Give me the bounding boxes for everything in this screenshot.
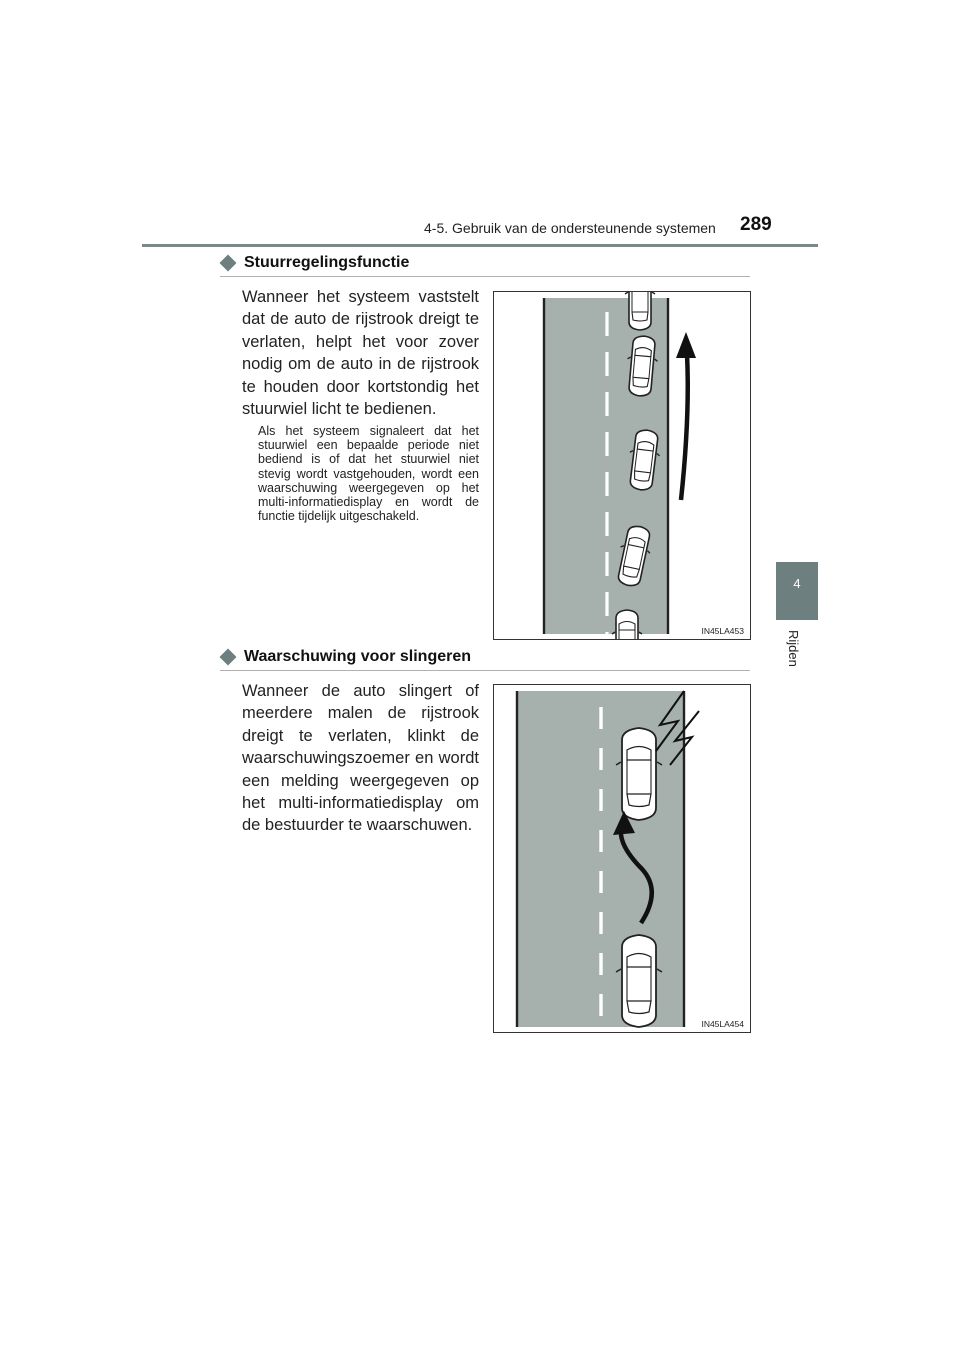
section-body-text: Wanneer het systeem vaststelt dat de auto de rijstrook dreigt te verlaten, helpt het voor zover nodig om de auto in de rijstrook te houden door kortstondig het stuurwiel licht te bedienen. bbox=[242, 288, 479, 419]
diamond-bullet-icon bbox=[220, 649, 237, 666]
section-note-text: Als het systeem signaleert dat het stuurwiel een bepaalde periode niet bediend is of dat het stuurwiel niet stevig wordt vastgehouden, wordt een waarschuwing weergegeven op het multi-informatiedisplay en wordt de functie tijdelijk uitgeschakeld. bbox=[258, 424, 479, 524]
illustration-sway-warning bbox=[493, 684, 751, 1033]
section-heading-text: Stuurregelingsfunctie bbox=[244, 254, 410, 271]
chapter-tab bbox=[776, 562, 818, 620]
page-number: 289 bbox=[740, 214, 772, 235]
car-icon bbox=[625, 292, 655, 330]
section-heading-steering bbox=[220, 254, 409, 272]
arrow-head-icon bbox=[676, 332, 696, 358]
header-rule bbox=[142, 244, 818, 247]
section-heading-text: Waarschuwing voor slingeren bbox=[244, 648, 472, 665]
diamond-bullet-icon bbox=[220, 255, 237, 272]
section-body-text: Wanneer de auto slingert of meerdere malen de rijstrook dreigt te verlaten, klinkt de waarschuwingszoemer en wordt een melding weergegeven op het multi-informatiedisplay om de bestuurder te waarschuwen. bbox=[242, 682, 479, 835]
illustration-lane-keeping bbox=[493, 291, 751, 640]
chapter-number: 4 bbox=[793, 576, 801, 591]
figure-code: IN45LA454 bbox=[701, 1019, 744, 1029]
car-icon bbox=[616, 728, 662, 820]
section-rule bbox=[220, 276, 750, 277]
figure-code: IN45LA453 bbox=[701, 626, 744, 636]
chapter-label: Rijden bbox=[786, 630, 801, 667]
steering-path-arrow bbox=[681, 354, 688, 500]
car-icon bbox=[616, 935, 662, 1027]
sway-warning-diagram bbox=[494, 685, 750, 1032]
car-icon bbox=[612, 610, 642, 639]
road-surface bbox=[517, 691, 684, 1027]
lane-keeping-diagram bbox=[494, 292, 750, 639]
section-heading-sway-warning bbox=[220, 648, 471, 666]
header-title: 4-5. Gebruik van de ondersteunende systemen bbox=[424, 220, 716, 236]
section-rule bbox=[220, 670, 750, 671]
